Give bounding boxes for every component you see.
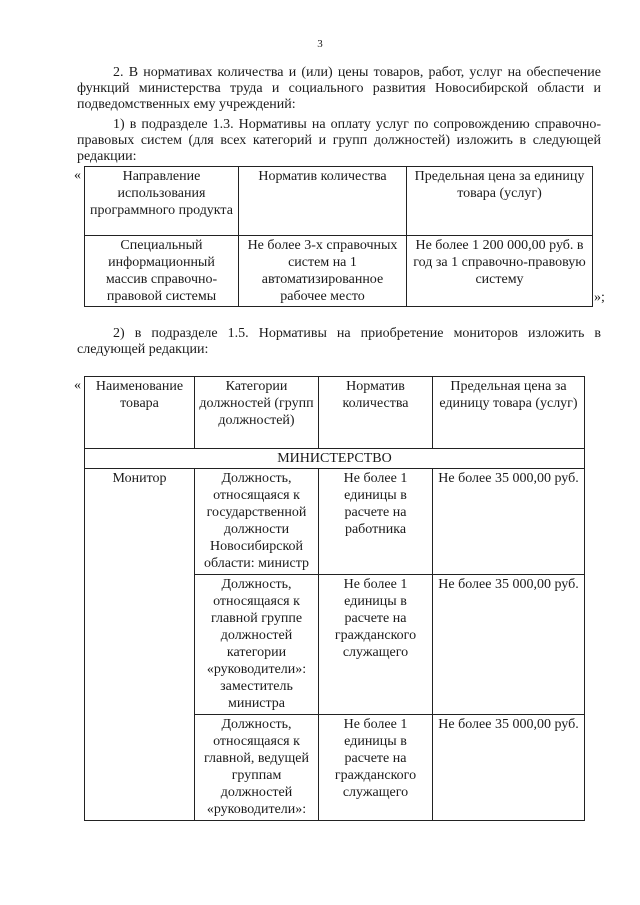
table-cell: Не более 1 единицы в расчете на работника [319, 469, 433, 575]
header-cell: Норматив количества [239, 167, 407, 236]
header-cell: Направление использования программного продукта [85, 167, 239, 236]
paragraph-2: 2. В нормативах количества и (или) цены товаров, работ, услуг на обеспечение функций министерства труда и социального развития Новосибирской области и подведомственных ему учреждений: [77, 65, 601, 112]
table-cell: Должность, относящаяся к государственной должности Новосибирской области: министр [195, 469, 319, 575]
paragraph-2-1: 1) в подразделе 1.3. Нормативы на оплату услуг по сопровождению справочно-правовых систем (для всех категорий и групп должностей) изложить в следующей редакции: [77, 117, 601, 164]
header-cell: Наименование товара [85, 377, 195, 449]
table-cell: Не более 3-х справочных систем на 1 автоматизированное рабочее место [239, 236, 407, 307]
table-row [85, 236, 593, 307]
table-cell: Не более 35 000,00 руб. [433, 715, 585, 821]
table-row [85, 469, 585, 575]
paragraph-2-2: 2) в подразделе 1.5. Нормативы на приобретение мониторов изложить в следующей редакции: [77, 326, 601, 357]
header-cell: Предельная цена за единицу товара (услуг) [407, 167, 593, 236]
table-cell: Не более 1 единицы в расчете на гражданского служащего [319, 715, 433, 821]
quote-open-2: « [74, 378, 81, 393]
quote-open-1: « [74, 168, 81, 183]
item-name: Монитор [85, 469, 195, 821]
table-cell: Не более 35 000,00 руб. [433, 469, 585, 575]
table-cell: Не более 1 200 000,00 руб. в год за 1 справочно-правовую систему [407, 236, 593, 307]
page-number: 3 [317, 38, 323, 50]
table-cell: Не более 35 000,00 руб. [433, 575, 585, 715]
quote-close-1: »; [594, 290, 605, 305]
table-cell: Должность, относящаяся к главной группе должностей категории «руководители»: заместитель министра [195, 575, 319, 715]
header-cell: Норматив количества [319, 377, 433, 449]
table-header-row [85, 377, 585, 449]
table-monitors [84, 376, 585, 821]
table-cell: Не более 1 единицы в расчете на гражданского служащего [319, 575, 433, 715]
table-header-row [85, 167, 593, 236]
table-legal-systems [84, 166, 593, 307]
header-cell: Категории должностей (групп должностей) [195, 377, 319, 449]
table-cell: Должность, относящаяся к главной, ведущей группам должностей «руководители»: [195, 715, 319, 821]
header-cell: Предельная цена за единицу товара (услуг) [433, 377, 585, 449]
section-title: МИНИСТЕРСТВО [85, 449, 585, 469]
section-row [85, 449, 585, 469]
table-cell: Специальный информационный массив справочно-правовой системы [85, 236, 239, 307]
